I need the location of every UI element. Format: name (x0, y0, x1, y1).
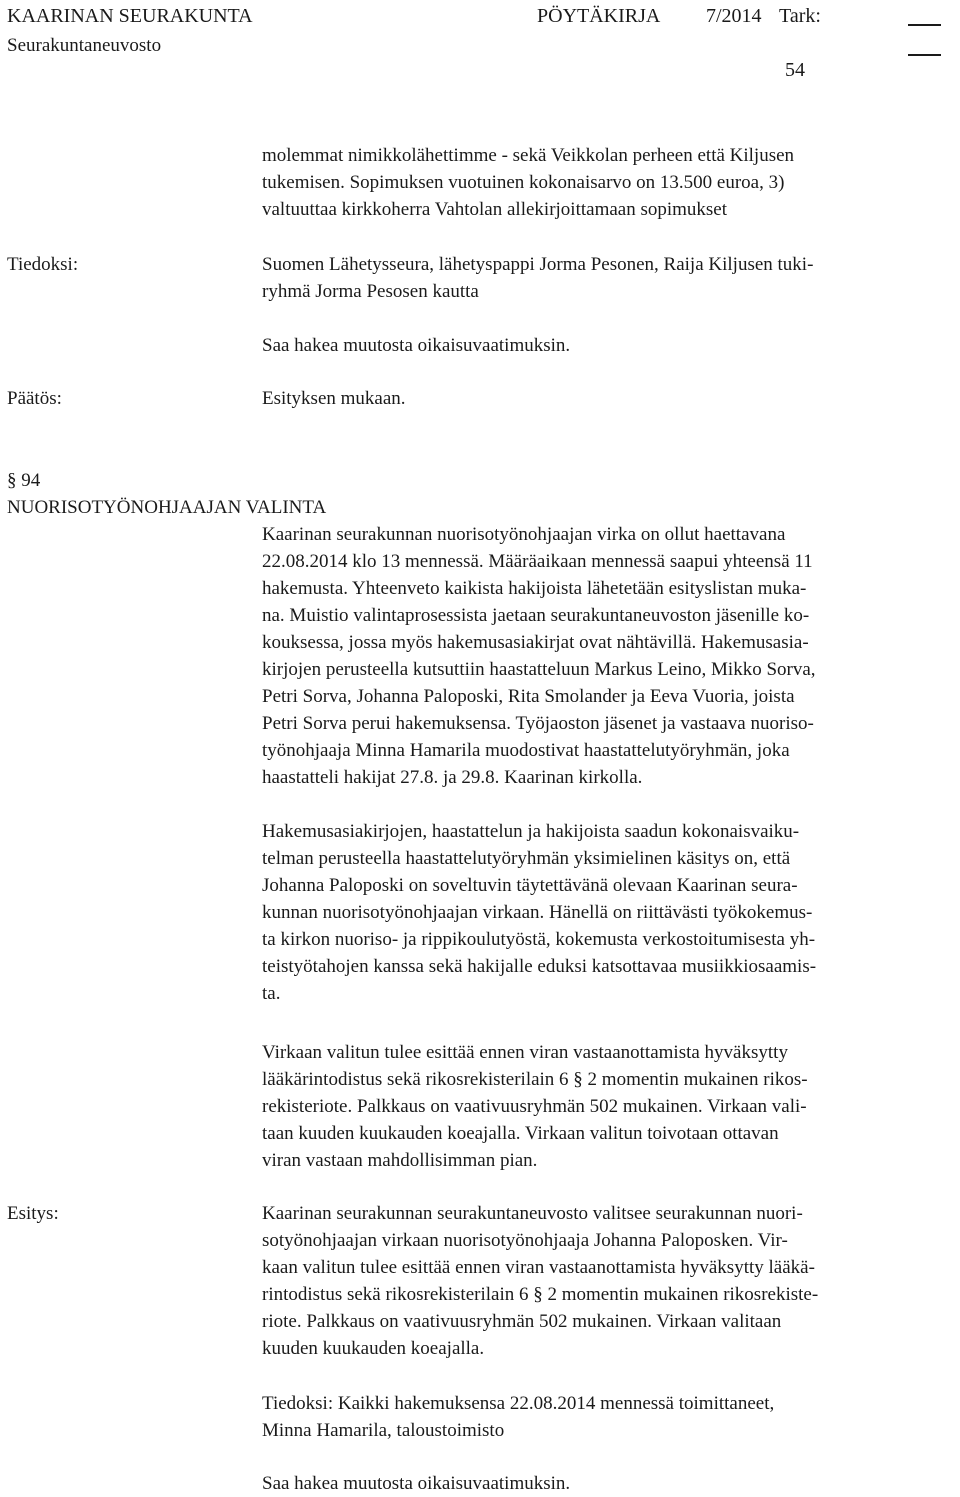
text-line: teistyötahojen kanssa sekä hakijalle eduksi katsottavaa musiikkiosaamis- (262, 956, 817, 977)
section-number: § 94 (7, 470, 41, 491)
text-line: kouksessa, jossa myös hakemusasiakirjat ovat nähtävillä. Hakemusasia- (262, 632, 809, 653)
text-line: rintodistus sekä rikosrekisterilain 6 § 2 momentin mukainen rikosrekiste- (262, 1284, 819, 1305)
document-type: PÖYTÄKIRJA (537, 5, 661, 27)
text-line: Kaarinan seurakunnan nuorisotyönohjaajan virka on ollut haettavana (262, 524, 786, 545)
text-line: kuuden kuukauden koeajalla. (262, 1338, 485, 1359)
text-line: ryhmä Jorma Pesosen kautta (262, 281, 479, 302)
text-line: ta kirkon nuoriso- ja rippikoulutyöstä, kokemusta verkostoitumisesta yh- (262, 929, 816, 950)
text-line: hakemusta. Yhteenveto kaikista hakijoista lähetetään esityslistan muka- (262, 578, 807, 599)
esitys-label: Esitys: (7, 1203, 59, 1224)
text-line: haastatteli hakijat 27.8. ja 29.8. Kaarinan kirkolla. (262, 767, 643, 788)
previous-decision-text (262, 142, 954, 223)
text-line: Kaarinan seurakunnan seurakuntaneuvosto valitsee seurakunnan nuori- (262, 1203, 803, 1224)
esitys-text (262, 1200, 954, 1362)
tiedoksi-label: Tiedoksi: (7, 254, 79, 275)
page-number: 54 (785, 59, 805, 81)
text-line: Petri Sorva perui hakemuksensa. Työjaoston jäsenet ja vastaava nuoriso- (262, 713, 814, 734)
paragraph-1 (262, 521, 954, 791)
text-line: Tiedoksi: Kaikki hakemuksensa 22.08.2014 mennessä toimittaneet, (262, 1393, 775, 1414)
text-line: kirjojen perusteella kutsuttiin haastatteluun Markus Leino, Mikko Sorva, (262, 659, 816, 680)
tiedoksi-text (262, 251, 954, 305)
paragraph-3 (262, 1039, 954, 1174)
text-line: valtuuttaa kirkkoherra Vahtolan allekirjoittamaan sopimukset (262, 199, 728, 220)
text-line: tukemisen. Sopimuksen vuotuinen kokonaisarvo on 13.500 euroa, 3) (262, 172, 785, 193)
text-line: na. Muistio valintaprosessista jaetaan seurakuntaneuvoston jäsenille ko- (262, 605, 810, 626)
paatos-label: Päätös: (7, 388, 62, 409)
text-line: Suomen Lähetysseura, lähetyspappi Jorma Pesonen, Raija Kiljusen tuki- (262, 254, 814, 275)
document-number: 7/2014 (706, 5, 762, 27)
text-line: riote. Palkkaus on vaativuusryhmän 502 mukainen. Virkaan valitaan (262, 1311, 782, 1332)
appeal-note: Saa hakea muutosta oikaisuvaatimuksin. (262, 335, 571, 356)
text-line: ta. (262, 983, 281, 1004)
text-line: telman perusteella haastattelutyöryhmän yksimielinen käsitys on, että (262, 848, 791, 869)
text-line: kunnan nuorisotyönohjaajan virkaan. Hänellä on riittävästi työkokemus- (262, 902, 813, 923)
body-name: Seurakuntaneuvosto (7, 35, 162, 56)
appeal-note-2: Saa hakea muutosta oikaisuvaatimuksin. (262, 1473, 571, 1494)
text-line: molemmat nimikkolähettimme - sekä Veikkolan perheen että Kiljusen (262, 145, 795, 166)
text-line: lääkärintodistus sekä rikosrekisterilain 6 § 2 momentin mukainen rikos- (262, 1069, 808, 1090)
text-line: Petri Sorva, Johanna Paloposki, Rita Smolander ja Eeva Vuoria, joista (262, 686, 795, 707)
text-line: Hakemusasiakirjojen, haastattelun ja hakijoista saadun kokonaisvaiku- (262, 821, 800, 842)
paatos-text: Esityksen mukaan. (262, 388, 406, 409)
paragraph-2 (262, 818, 954, 1007)
org-name: KAARINAN SEURAKUNTA (7, 5, 253, 27)
text-line: Johanna Paloposki on soveltuvin täytettävänä olevaan Kaarinan seura- (262, 875, 798, 896)
text-line: viran vastaan mahdollisimman pian. (262, 1150, 538, 1171)
text-line: 22.08.2014 klo 13 mennessä. Määräaikaan mennessä saapui yhteensä 11 (262, 551, 813, 572)
check-blank-2 (908, 34, 941, 62)
text-line: sotyönohjaajan virkaan nuorisotyönohjaaja Johanna Paloposken. Vir- (262, 1230, 788, 1251)
section-title: NUORISOTYÖNOHJAAJAN VALINTA (7, 497, 327, 518)
text-line: rekisteriote. Palkkaus on vaativuusryhmän 502 mukainen. Virkaan vali- (262, 1096, 807, 1117)
check-blank-1 (908, 4, 941, 32)
text-line: Minna Hamarila, taloustoimisto (262, 1420, 505, 1441)
text-line: työnohjaaja Minna Hamarila muodostivat haastattelutyöryhmän, joka (262, 740, 790, 761)
text-line: taan kuuden kuukauden koeajalla. Virkaan valitun toivotaan ottavan (262, 1123, 779, 1144)
text-line: Virkaan valitun tulee esittää ennen viran vastaanottamista hyväksytty (262, 1042, 788, 1063)
tiedoksi-2-text (262, 1390, 954, 1444)
check-label: Tark: (779, 5, 821, 27)
text-line: kaan valitun tulee esittää ennen viran vastaanottamista hyväksytty lääkä- (262, 1257, 815, 1278)
